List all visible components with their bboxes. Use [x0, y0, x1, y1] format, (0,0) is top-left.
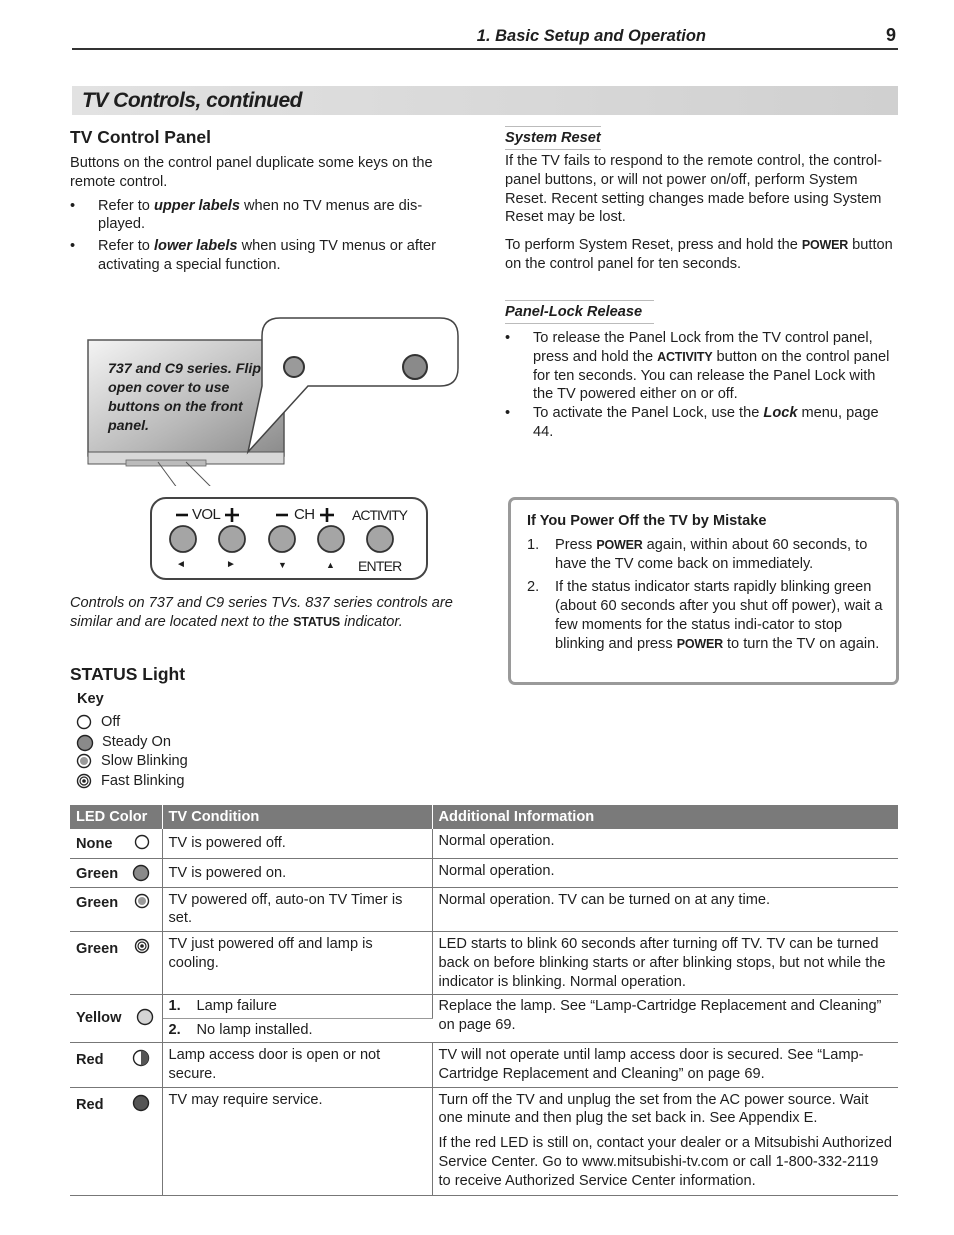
led-color: None	[76, 836, 113, 852]
power-button-icon	[284, 357, 304, 377]
info-para: If the red LED is still on, contact your dealer or a Mitsubishi Authorized Service Center. Go to www.mitsubishi-tv.com or call 1-800-332-2119 to receive Authorized Service Center information.	[438, 1135, 892, 1189]
led-steady-icon	[132, 864, 150, 882]
control-panel-body	[70, 154, 462, 278]
figure-caption	[70, 594, 470, 632]
table-row	[70, 1087, 898, 1195]
led-fast-blink-icon	[134, 938, 150, 954]
led-color: Yellow	[76, 1010, 122, 1027]
system-reset-instructions	[505, 236, 895, 274]
table-row	[70, 887, 898, 932]
list-item	[527, 536, 887, 574]
info-cell: TV will not operate until lamp access door is secured. See “Lamp-Cartridge Replacement and Cleaning” on page 69.	[432, 1043, 898, 1088]
bullet-text: menu, page 44.	[533, 405, 879, 440]
led-cell	[70, 887, 162, 932]
control-panel-intro: Buttons on the control panel duplicate some keys on the remote control.	[70, 155, 433, 190]
key-label: Key	[77, 691, 104, 707]
table-row	[70, 1043, 898, 1088]
ch-down-button	[269, 526, 295, 552]
box-title: If You Power Off the TV by Mistake	[527, 513, 767, 529]
power-key: POWER	[596, 537, 643, 552]
led-cell	[70, 995, 162, 1043]
info-cell	[432, 1087, 898, 1195]
system-reset-body	[505, 152, 895, 274]
condition-cell: TV may require service.	[162, 1087, 432, 1195]
table-row	[70, 858, 898, 887]
bullet-text: To activate the Panel Lock, use the	[533, 405, 764, 422]
key-text: Steady On	[102, 734, 171, 750]
system-reset-heading: System Reset	[505, 126, 601, 150]
bullet-icon: •	[70, 238, 76, 255]
list-item	[527, 578, 887, 653]
header-led-color: LED Color	[70, 805, 162, 829]
header-tv-condition: TV Condition	[162, 805, 432, 829]
item-text: to turn the TV on again.	[722, 635, 880, 652]
cover-note: 737 and C9 series. Flip open cover to use buttons on the front panel.	[108, 361, 261, 434]
vol-down-button	[170, 526, 196, 552]
up-arrow-icon: ▲	[326, 560, 335, 570]
status-light-table	[70, 805, 898, 1196]
control-panel-heading: TV Control Panel	[70, 127, 211, 147]
vol-up-button	[219, 526, 245, 552]
ch-label: CH	[294, 506, 315, 523]
condition-cell: Lamp access door is open or not secure.	[162, 1043, 432, 1088]
info-cell: Replace the lamp. See “Lamp-Cartridge Replacement and Cleaning” on page 69.	[432, 995, 898, 1043]
caption-text: Controls on 737 and C9 series TVs. 837 series controls are similar and are located next to the	[70, 595, 453, 630]
key-text: Off	[101, 714, 121, 730]
item-text: If the status indicator starts rapidly blinking green (about 60 seconds after you shut off power), wait a few moments for the status indi-cator to stop blinking and press	[555, 579, 883, 652]
power-key: POWER	[801, 238, 849, 253]
condition-cell: TV is powered on.	[162, 858, 432, 887]
page-number: 9	[885, 25, 896, 45]
list-item	[70, 197, 462, 235]
led-steady-icon	[76, 734, 94, 752]
bullet-text: Refer to	[98, 197, 154, 214]
led-cell	[70, 1043, 162, 1088]
system-reset-para: If the TV fails to respond to the remote control, the control-panel buttons, or will not power on/off, perform System Reset. Recent setting changes made before using System Reset may be lost.	[505, 153, 882, 226]
power-off-mistake-box	[508, 497, 899, 685]
info-cell: Normal operation. TV can be turned on at any time.	[432, 887, 898, 932]
led-color: Red	[76, 1052, 104, 1069]
led-slow-blink-icon	[132, 1049, 150, 1067]
led-off-icon	[134, 834, 150, 850]
banner-title: TV Controls, continued	[82, 89, 302, 112]
ch-up-button	[318, 526, 344, 552]
condition-text: No lamp installed.	[196, 1022, 313, 1039]
left-arrow-icon: ◄	[176, 559, 186, 570]
section-banner	[72, 86, 898, 115]
activity-label: ACTIVITY	[352, 507, 408, 523]
led-cell	[70, 829, 162, 858]
instruction-text: button on the control panel for ten seconds.	[505, 237, 893, 272]
led-steady-icon	[132, 1094, 150, 1112]
info-cell: Normal operation.	[432, 829, 898, 858]
list-item	[70, 237, 462, 275]
led-color: Green	[76, 865, 119, 882]
item-number: 2.	[527, 579, 540, 596]
info-cell: LED starts to blink 60 seconds after turning off TV. TV can be turned back on before blinking starts or after blinking stops, but not while the indicator is blinking. Normal operation.	[432, 932, 898, 995]
list-item	[505, 404, 897, 442]
status-light-icon	[403, 355, 427, 379]
led-slow-blink-icon	[76, 753, 92, 769]
caption-text: indicator.	[340, 613, 403, 630]
condition-cell: TV is powered off.	[162, 829, 432, 858]
down-arrow-icon: ▼	[278, 560, 287, 570]
item-text: again, within about 60 seconds, to have the TV come back on immediately.	[555, 536, 868, 572]
lock-menu-emphasis: Lock	[763, 405, 798, 422]
item-number: 2.	[168, 1022, 181, 1039]
key-text: Fast Blinking	[101, 773, 185, 789]
running-header	[72, 26, 898, 50]
enter-label: ENTER	[358, 558, 402, 574]
table-row	[70, 995, 898, 1019]
condition-cell	[162, 995, 432, 1019]
status-light-heading: STATUS Light	[70, 664, 186, 684]
panel-lock-heading: Panel-Lock Release	[505, 300, 654, 324]
bullet-text: when using TV menus or after activating a special function.	[98, 238, 436, 273]
bullet-text: button on the control panel for ten seconds. You can release the Panel Lock with the TV powered either on or off.	[533, 348, 890, 403]
bullet-text: To release the Panel Lock from the TV control panel, press and hold the	[533, 330, 873, 365]
led-fast-blink-icon	[76, 773, 92, 789]
bullet-icon: •	[505, 405, 511, 422]
condition-text: Lamp failure	[196, 998, 277, 1015]
panel-lock-body	[505, 329, 897, 445]
bullet-text: Refer to	[98, 238, 154, 255]
bullet-icon: •	[70, 197, 76, 214]
item-number: 1.	[527, 536, 540, 553]
info-para: Turn off the TV and unplug the set from the AC power source. Wait one minute and then plug the set back in. See Appendix E.	[438, 1091, 869, 1127]
instruction-text: To perform System Reset, press and hold the	[505, 237, 802, 254]
led-cell	[70, 858, 162, 887]
led-cell	[70, 932, 162, 995]
table-row	[70, 932, 898, 995]
vol-label: VOL	[192, 506, 221, 523]
bullet-text: when no TV menus are dis-played.	[98, 197, 423, 233]
table-row	[70, 829, 898, 858]
table-header-row	[70, 805, 898, 829]
bullet-icon: •	[505, 330, 511, 346]
lower-labels-emphasis: lower labels	[153, 238, 238, 255]
status-key: STATUS	[293, 614, 341, 629]
led-color: Green	[76, 941, 119, 958]
condition-cell	[162, 1019, 432, 1043]
condition-cell: TV just powered off and lamp is cooling.	[162, 932, 432, 995]
key-text: Slow Blinking	[101, 753, 188, 769]
item-number: 1.	[168, 998, 181, 1015]
activity-key: ACTIVITY	[657, 349, 713, 364]
upper-labels-emphasis: upper labels	[153, 197, 240, 214]
header-additional-info: Additional Information	[432, 805, 898, 829]
led-cell	[70, 1087, 162, 1195]
led-slow-blink-icon	[134, 893, 150, 909]
list-item	[505, 329, 897, 404]
power-key: POWER	[676, 636, 723, 651]
info-cell: Normal operation.	[432, 858, 898, 887]
section-title: 1. Basic Setup and Operation	[476, 27, 706, 45]
led-color: Red	[76, 1096, 104, 1113]
right-arrow-icon: ►	[226, 559, 236, 570]
led-steady-icon	[136, 1008, 154, 1026]
condition-cell: TV powered off, auto-on TV Timer is set.	[162, 887, 432, 932]
activity-button	[367, 526, 393, 552]
led-off-icon	[76, 714, 92, 730]
led-color: Green	[76, 894, 119, 911]
item-text: Press	[555, 536, 597, 553]
